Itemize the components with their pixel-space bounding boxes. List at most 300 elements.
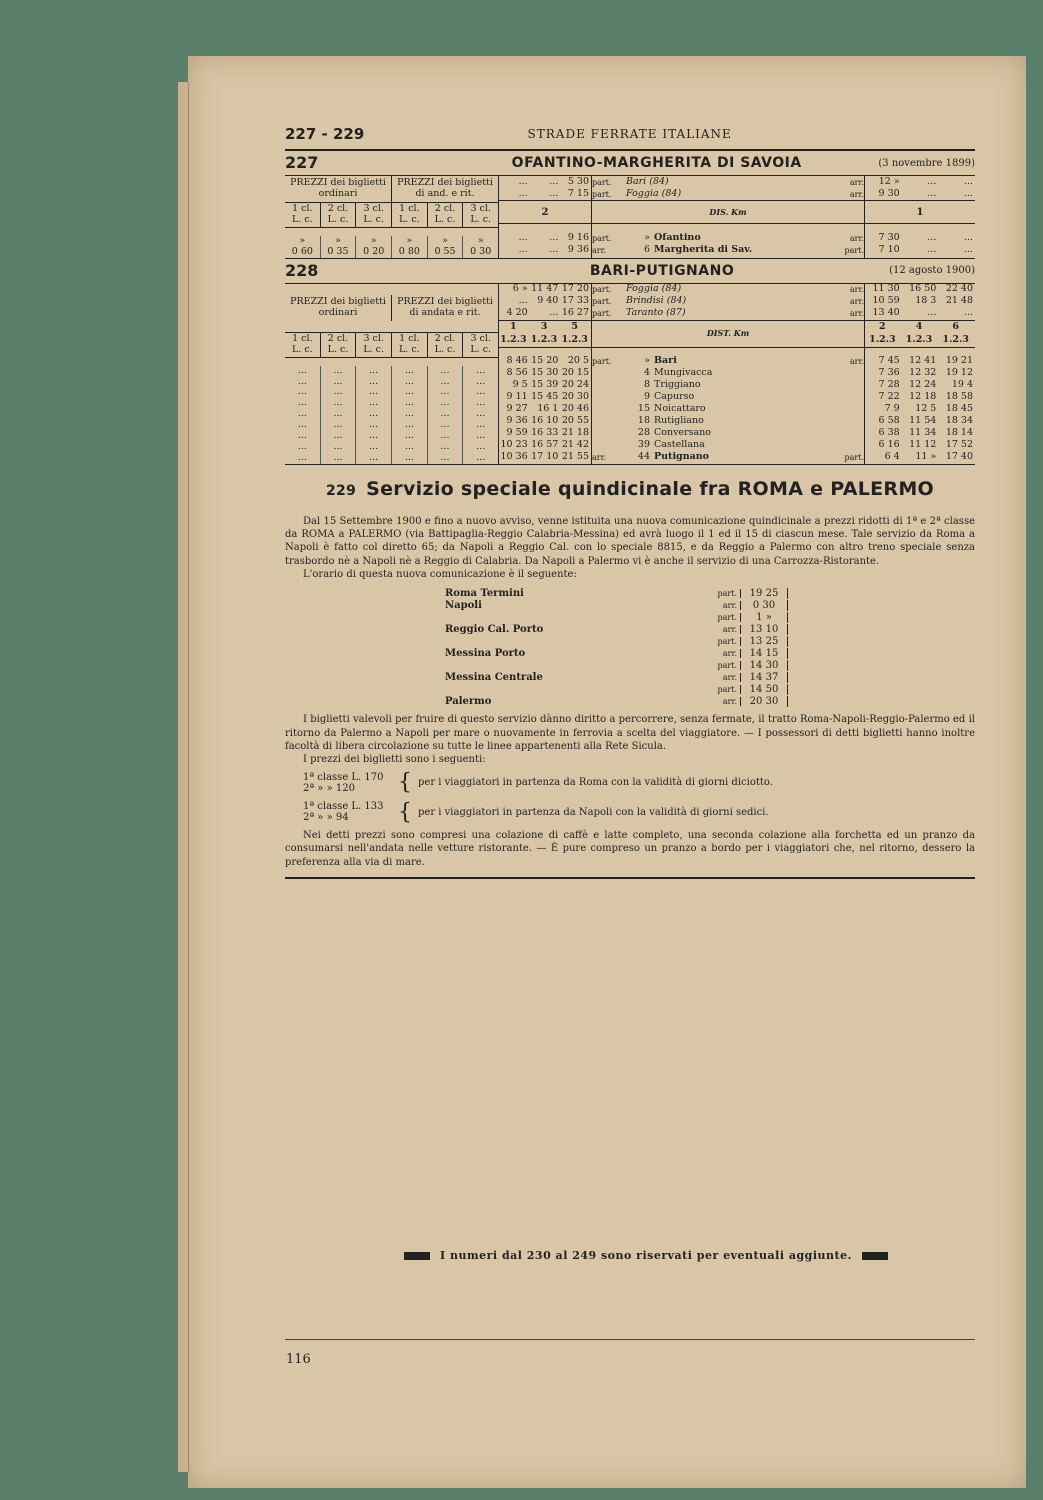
station-name: Putignano — [654, 452, 709, 463]
station-name: Foggia (84) — [626, 188, 682, 199]
stations-column — [592, 284, 865, 464]
time-row — [499, 284, 591, 296]
train-number: 2 — [879, 321, 886, 333]
class-label: 2 cl. L. c. — [427, 203, 463, 227]
time-cell: 16 27 — [561, 307, 590, 319]
time-row — [499, 404, 591, 416]
train-class: 1.2.3 — [500, 334, 527, 346]
time-cell: 16 1 — [537, 403, 559, 415]
time-cell: 21 55 — [561, 451, 590, 463]
intro-paragraph: Dal 15 Settembre 1900 e fino a nuovo avviso, venne istituita una nuova comunicazione quindicinale a prezzi ridotti di 1ª e 2ª classe da ROMA a PALERMO (via Battipaglia-Reggio Calabria-Messina) ed avrà luogo il 1 ed il 15 di ciascun mese. Tale servizio da Roma a Napoli è fatto col diretto 65; da Napoli a Reggio Cal. con lo speciale 8815, e da Reggio a Palermo con altro treno speciale senza trasbordo nè a Napoli nè a Reggio di Calabria. Da Napoli a Palermo vi è anche il servizio di una Carrozza-Ristorante. — [285, 515, 975, 567]
table-date: (12 agosto 1900) — [889, 265, 975, 277]
time-cell: 15 30 — [531, 367, 559, 379]
price-second-class: 2ª » » 120 — [303, 783, 355, 795]
price-cell: ... — [355, 453, 391, 464]
price-cell: ... — [320, 409, 356, 420]
time-cell: ... — [927, 243, 937, 255]
dep-arr-label: part. — [705, 589, 741, 598]
price-cell: ... — [297, 386, 307, 398]
time-cell: 9 40 — [537, 295, 559, 307]
prices-column — [285, 284, 499, 464]
time-cell: 11 30 — [872, 283, 900, 295]
time-cell: 6 4 — [884, 451, 900, 463]
page-content — [285, 126, 975, 879]
time-row — [865, 296, 975, 308]
price-roma: 1ª classe L. 170 2ª » » 120 { per i viaggiatori in partenza da Roma con la validità di giorni diciotto. — [303, 770, 773, 796]
time-row — [499, 356, 591, 368]
time-row — [865, 452, 975, 464]
schedule-intro: L'orario di questa nuova comunicazione è il seguente: — [303, 568, 577, 580]
schedule-row — [445, 599, 805, 611]
arr-dep-label: part. — [844, 245, 864, 255]
section-title-text: Servizio speciale quindicinale fra ROMA e PALERMO — [366, 477, 934, 500]
time-cell: 12 » — [878, 175, 900, 187]
time-cell: 20 55 — [561, 415, 590, 427]
time-cell: 11 12 — [909, 439, 937, 451]
time-cell: 17 33 — [561, 295, 590, 307]
dep-arr-label: part. — [592, 177, 612, 187]
price-cell: ... — [355, 366, 391, 377]
train-class: 1.2.3 — [942, 334, 969, 346]
timetable-228 — [285, 259, 975, 465]
schedule-station: Reggio Cal. Porto — [445, 623, 544, 635]
schedule-station: Messina Porto — [445, 647, 526, 659]
price-cell: ... — [462, 366, 498, 377]
price-row — [285, 420, 498, 431]
train-number: 2 — [541, 206, 549, 218]
timetable-227 — [285, 151, 975, 259]
time-cell: ... — [549, 231, 559, 243]
time-cell: 7 15 — [567, 187, 590, 199]
dep-arr-label: part. — [592, 189, 612, 199]
time-cell: 17 40 — [945, 451, 974, 463]
price-cell: ... — [297, 419, 307, 431]
station-row — [592, 284, 864, 296]
schedule-time: 14 30 — [741, 660, 788, 672]
arr-dep-label: arr. — [849, 357, 864, 367]
price-cell: ... — [391, 442, 427, 453]
dep-arr-label: arr. — [592, 453, 607, 463]
time-row — [865, 392, 975, 404]
price-cell: ... — [320, 387, 356, 398]
km-value: 44 — [637, 451, 650, 463]
price-cell: ... — [462, 409, 498, 420]
header-title: STRADE FERRATE ITALIANE — [527, 126, 732, 141]
station-name: Brindisi (84) — [626, 296, 687, 307]
price-header-ordinary: PREZZI dei biglietti ordinari — [290, 177, 386, 200]
table-date: (3 novembre 1899) — [878, 157, 975, 169]
time-cell: 19 4 — [951, 379, 974, 391]
time-cell: ... — [518, 231, 528, 243]
time-cell: 10 23 — [500, 439, 528, 451]
arr-dep-label: arr. — [849, 233, 864, 243]
price-cell: ... — [427, 366, 463, 377]
time-cell: ... — [549, 307, 559, 319]
price-cell: ... — [320, 442, 356, 453]
price-napoli-text: per i viaggiatori in partenza da Napoli con la validità di giorni sedici. — [418, 806, 769, 818]
train-class: 1.2.3 — [869, 334, 896, 346]
class-label: 2 cl. L. c. — [320, 203, 356, 227]
price-cell: ... — [297, 397, 307, 409]
running-header — [285, 126, 975, 143]
dep-arr-label: part. — [592, 233, 612, 243]
price-cell: » — [320, 236, 356, 247]
schedule-time: 13 25 — [741, 636, 788, 648]
prices-column — [285, 176, 499, 258]
schedule-time: 14 15 — [741, 648, 788, 660]
price-cell: ... — [355, 442, 391, 453]
price-cell: ... — [355, 387, 391, 398]
price-cell: » — [299, 234, 306, 246]
km-value: 4 — [643, 367, 650, 379]
class-label: 2 cl. L. c. — [320, 333, 356, 357]
station-name: Capurso — [654, 392, 695, 403]
price-row — [285, 247, 498, 258]
schedule-time: 1 » — [741, 612, 788, 624]
time-cell: ... — [518, 243, 528, 255]
price-cell: ... — [320, 366, 356, 377]
time-row — [499, 440, 591, 452]
price-cell: ... — [462, 420, 498, 431]
schedule-row — [445, 683, 805, 695]
price-cell: 0 35 — [320, 247, 356, 258]
time-cell: ... — [927, 187, 937, 199]
time-cell: 9 11 — [506, 391, 528, 403]
price-row — [285, 377, 498, 388]
time-cell: 7 36 — [878, 367, 900, 379]
time-cell: 15 20 — [531, 355, 559, 367]
time-cell: 8 46 — [506, 355, 528, 367]
station-row — [592, 244, 864, 256]
time-cell: 19 12 — [945, 367, 974, 379]
time-cell: 9 36 — [567, 243, 590, 255]
time-cell: 11 34 — [909, 427, 937, 439]
price-napoli: 1ª classe L. 133 2ª » » 94 { per i viaggiatori in partenza da Napoli con la validità di giorni sedici. — [303, 799, 769, 825]
time-cell: ... — [518, 187, 528, 199]
train-number: 6 — [952, 321, 959, 333]
time-row — [499, 176, 591, 188]
class-header-row — [285, 332, 498, 358]
price-cell: ... — [427, 409, 463, 420]
time-row — [865, 308, 975, 320]
time-cell: 9 30 — [878, 187, 900, 199]
price-cell: ... — [462, 431, 498, 442]
tickets-paragraph: I biglietti valevoli per fruire di questo servizio dànno diritto a percorrere, senza fermate, il tratto Roma-Napoli-Reggio-Palermo ed il ritorno da Palermo a Napoli per mare o nuovamente in ferrovia a scelta del viaggiatore. — I possessori di detti biglietti hanno inoltre facoltà di libera circolazione su tutte le linee appartenenti alla Rete Sicula. — [285, 714, 975, 752]
time-cell: 12 24 — [909, 379, 937, 391]
price-cell: ... — [297, 430, 307, 442]
time-cell: 7 30 — [878, 231, 900, 243]
class-label: 1 cl. L. c. — [291, 332, 313, 355]
time-cell: ... — [963, 187, 974, 199]
time-cell: 9 27 — [506, 403, 528, 415]
line-name: BARI-PUTIGNANO — [589, 262, 735, 279]
stations-column — [592, 176, 865, 258]
schedule-station: Messina Centrale — [445, 671, 543, 683]
time-cell: 7 9 — [884, 403, 900, 415]
price-cell: ... — [320, 453, 356, 464]
distance-label: DIS. Km — [709, 206, 747, 217]
time-cell: ... — [549, 175, 559, 187]
schedule-time: 20 30 — [741, 696, 788, 708]
up-times-column — [865, 176, 975, 258]
price-cell: » — [462, 236, 498, 247]
time-cell: 20 46 — [561, 403, 590, 415]
schedule-time: 13 10 — [741, 624, 788, 636]
dep-arr-label: arr. — [705, 697, 741, 706]
time-cell: 20 30 — [561, 391, 590, 403]
time-cell: 22 40 — [945, 283, 974, 295]
price-cell: 0 30 — [462, 247, 498, 258]
schedule-row — [445, 587, 805, 599]
price-first-class: 1ª classe L. 170 — [303, 772, 384, 784]
dep-arr-label: arr. — [705, 649, 741, 658]
pointing-hand-icon — [404, 1252, 430, 1260]
time-row — [865, 188, 975, 200]
time-cell: 16 33 — [531, 427, 559, 439]
price-cell: ... — [462, 442, 498, 453]
price-cell: ... — [462, 453, 498, 464]
time-cell: 5 30 — [567, 175, 590, 187]
time-cell: 12 18 — [909, 391, 937, 403]
arr-dep-label: arr. — [849, 189, 864, 199]
price-cell: ... — [391, 431, 427, 442]
price-cell: ... — [297, 441, 307, 453]
price-cell: » — [427, 236, 463, 247]
price-cell: ... — [427, 377, 463, 388]
price-cell: ... — [355, 409, 391, 420]
station-row — [592, 404, 864, 416]
train-number: 3 — [540, 321, 548, 333]
time-row — [865, 368, 975, 380]
schedule-time: 14 50 — [741, 684, 788, 696]
schedule-row — [445, 659, 805, 671]
time-row — [499, 380, 591, 392]
dep-arr-label: part. — [705, 637, 741, 646]
time-row — [499, 452, 591, 464]
price-cell: ... — [355, 377, 391, 388]
price-cell: ... — [297, 408, 307, 420]
class-label: 1 cl. L. c. — [391, 333, 427, 357]
km-value: 8 — [643, 379, 650, 391]
time-cell: 6 » — [512, 283, 528, 295]
station-name: Castellana — [654, 440, 705, 451]
down-times-column — [499, 176, 592, 258]
time-row — [865, 284, 975, 296]
dep-arr-label: arr. — [705, 601, 741, 610]
km-value: 9 — [643, 391, 650, 403]
train-class: 1.2.3 — [530, 334, 558, 346]
time-cell: 7 28 — [878, 379, 900, 391]
time-row — [865, 232, 975, 244]
time-cell: 6 16 — [878, 439, 900, 451]
class-label: 3 cl. L. c. — [462, 333, 498, 357]
time-cell: ... — [518, 175, 528, 187]
dep-arr-label: part. — [592, 357, 612, 367]
class-label: 1 cl. L. c. — [291, 203, 313, 226]
price-row — [285, 409, 498, 420]
price-cell: ... — [320, 377, 356, 388]
time-cell: 21 42 — [561, 439, 590, 451]
price-roma-text: per i viaggiatori in partenza da Roma con la validità di giorni diciotto. — [418, 777, 773, 789]
time-cell: 18 34 — [945, 415, 974, 427]
notice-text: I numeri dal 230 al 249 sono riservati per eventuali aggiunte. — [440, 1249, 852, 1262]
time-row — [499, 232, 591, 244]
price-cell: ... — [297, 364, 307, 376]
time-cell: ... — [963, 243, 974, 255]
schedule-row — [445, 635, 805, 647]
station-row — [592, 416, 864, 428]
time-cell: 18 3 — [915, 295, 937, 307]
time-cell: 13 40 — [872, 307, 900, 319]
schedule-row — [445, 611, 805, 623]
station-name: Triggiano — [654, 380, 701, 391]
time-cell: 12 41 — [909, 355, 937, 367]
time-cell: 15 45 — [531, 391, 559, 403]
table-number: 227 — [285, 153, 319, 173]
schedule-row — [445, 623, 805, 635]
price-cell: ... — [427, 431, 463, 442]
price-row — [285, 366, 498, 377]
time-row — [499, 296, 591, 308]
price-cell: ... — [391, 387, 427, 398]
time-cell: ... — [963, 175, 974, 187]
price-first-class: 1ª classe L. 133 — [303, 801, 384, 813]
dep-arr-label: part. — [592, 285, 612, 295]
station-row — [592, 428, 864, 440]
price-cell: ... — [427, 387, 463, 398]
time-row — [499, 244, 591, 256]
roma-palermo-schedule — [445, 587, 805, 707]
time-row — [865, 176, 975, 188]
train-number: 4 — [915, 321, 923, 333]
price-cell: ... — [391, 398, 427, 409]
price-row — [285, 387, 498, 398]
price-row — [285, 236, 498, 247]
page-number: 116 — [286, 1352, 311, 1367]
time-cell: 21 18 — [561, 427, 590, 439]
arr-dep-label: part. — [844, 453, 864, 463]
price-cell: ... — [391, 366, 427, 377]
price-cell: ... — [427, 420, 463, 431]
time-row — [499, 308, 591, 320]
time-cell: ... — [518, 295, 528, 307]
price-row — [285, 431, 498, 442]
price-cell: ... — [427, 442, 463, 453]
class-label: 1 cl. L. c. — [391, 203, 427, 227]
up-times-column — [865, 284, 975, 464]
km-value: 6 — [643, 244, 650, 255]
schedule-station: Napoli — [445, 599, 482, 611]
time-cell: ... — [549, 187, 559, 199]
time-cell: 16 50 — [909, 283, 937, 295]
price-cell: ... — [391, 420, 427, 431]
class-label: 3 cl. L. c. — [355, 333, 391, 357]
arr-dep-label: arr. — [849, 297, 864, 307]
station-row — [592, 392, 864, 404]
station-row — [592, 176, 864, 188]
time-cell: 7 45 — [878, 355, 900, 367]
time-cell: 6 38 — [878, 427, 900, 439]
km-value: » — [644, 232, 650, 243]
train-number: 1 — [916, 206, 924, 218]
dep-arr-label: arr. — [705, 673, 741, 682]
time-cell: 21 48 — [945, 295, 974, 307]
time-cell: 17 52 — [945, 439, 974, 451]
time-row — [499, 428, 591, 440]
time-cell: 9 59 — [506, 427, 528, 439]
price-cell: ... — [391, 409, 427, 420]
meals-paragraph: Nei detti prezzi sono compresi una colazione di caffè e latte completo, una seconda colazione alla forchetta ed un pranzo da consumarsi nell'andata nelle vetture ristorante. — È pure compreso un pranzo a bordo per i viaggiatori che, nel ritorno, dessero la preferenza alla via di mare. — [285, 830, 975, 868]
time-cell: ... — [927, 175, 937, 187]
schedule-time: 19 25 — [741, 588, 788, 600]
price-cell: ... — [462, 377, 498, 388]
dep-arr-label: arr. — [705, 625, 741, 634]
time-row — [865, 440, 975, 452]
price-cell: ... — [462, 398, 498, 409]
schedule-row — [445, 695, 805, 707]
time-cell: 11 54 — [909, 415, 937, 427]
price-cell: ... — [297, 452, 307, 463]
train-number: 1 — [510, 321, 517, 333]
price-cell: » — [391, 236, 427, 247]
time-cell: 9 16 — [567, 231, 590, 243]
station-row — [592, 380, 864, 392]
class-label: 2 cl. L. c. — [427, 333, 463, 357]
time-cell: 9 36 — [506, 415, 528, 427]
arr-dep-label: arr. — [849, 285, 864, 295]
time-cell: 17 20 — [561, 283, 590, 295]
time-cell: 16 10 — [531, 415, 559, 427]
time-row — [865, 380, 975, 392]
time-cell: ... — [927, 307, 937, 319]
station-name: Rutigliano — [654, 416, 704, 427]
station-row — [592, 452, 864, 464]
time-row — [865, 356, 975, 368]
time-cell: ... — [549, 243, 559, 255]
train-number: 5 — [571, 321, 578, 333]
price-cell: ... — [427, 398, 463, 409]
class-header-row — [285, 202, 498, 228]
price-cell: ... — [297, 375, 307, 387]
time-cell: ... — [963, 307, 974, 319]
station-name: Ofantino — [654, 232, 701, 243]
price-cell: ... — [391, 453, 427, 464]
price-cell: ... — [355, 420, 391, 431]
station-name: Taranto (87) — [626, 308, 686, 319]
time-cell: 16 57 — [531, 439, 559, 451]
header-pages: 227 - 229 — [285, 125, 365, 143]
km-value: 18 — [637, 415, 650, 427]
time-row — [865, 244, 975, 256]
price-cell: ... — [427, 453, 463, 464]
pointing-hand-icon — [862, 1252, 888, 1260]
time-cell: 18 58 — [945, 391, 974, 403]
time-cell: 18 14 — [945, 427, 974, 439]
time-cell: 9 5 — [512, 379, 528, 391]
station-name: Mungivacca — [654, 368, 713, 379]
time-cell: 18 45 — [945, 403, 974, 415]
km-value: 15 — [637, 403, 650, 415]
time-cell: 12 5 — [915, 403, 937, 415]
time-row — [865, 416, 975, 428]
time-row — [865, 428, 975, 440]
km-value: 39 — [637, 439, 650, 451]
price-cell: 0 55 — [427, 247, 463, 258]
time-cell: 11 47 — [531, 283, 559, 295]
station-name: Noicattaro — [654, 404, 706, 415]
station-row — [592, 440, 864, 452]
time-cell: 7 22 — [878, 391, 900, 403]
